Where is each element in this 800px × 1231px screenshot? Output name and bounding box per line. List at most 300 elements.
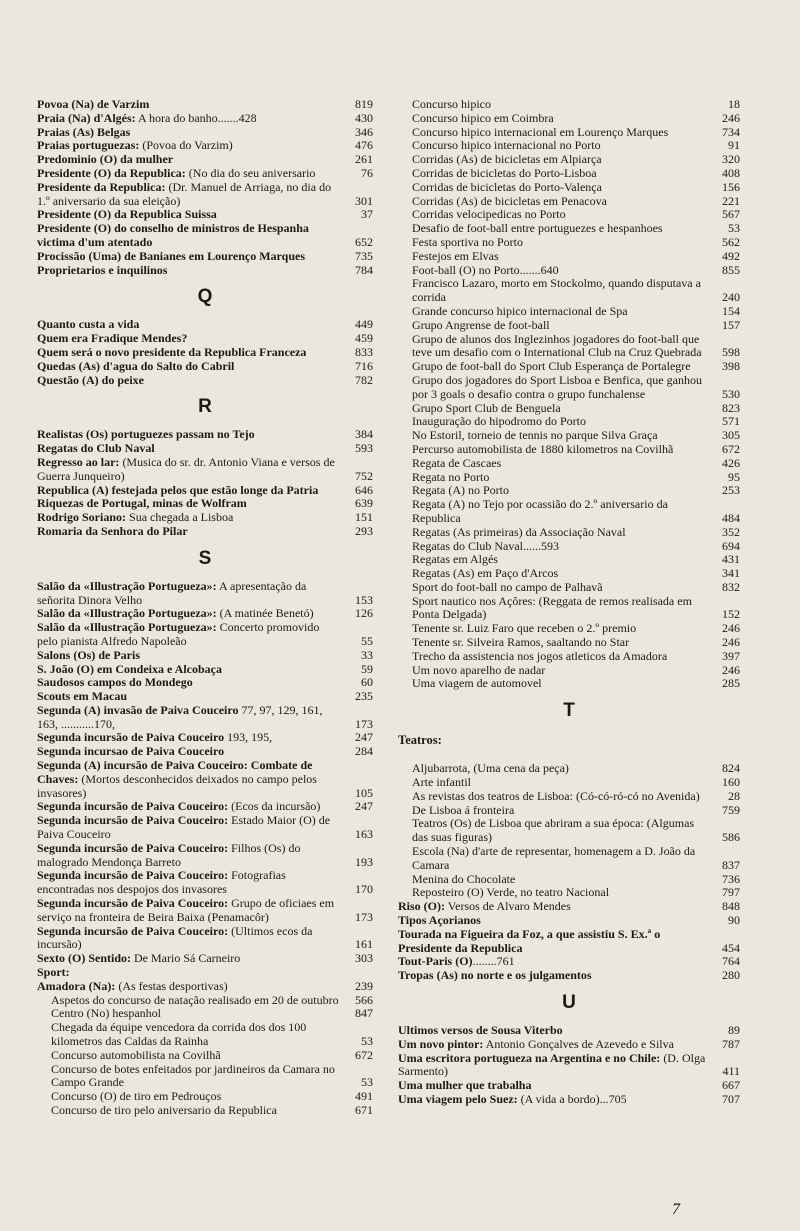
entry-title — [412, 471, 706, 485]
entry-heading: Uma mulher que trabalha — [398, 1078, 532, 1093]
index-subentry — [398, 886, 740, 900]
section-letter: S — [198, 547, 212, 569]
entry-title — [412, 139, 706, 153]
page-ref — [339, 428, 373, 442]
page-ref-number: 76 — [361, 165, 373, 180]
page-ref-number: 37 — [361, 207, 373, 222]
entry-title — [37, 456, 339, 484]
page-ref — [706, 139, 740, 153]
entry-description: Regata de Cascaes — [412, 455, 502, 470]
entry-title — [398, 900, 706, 914]
page-ref — [339, 731, 373, 745]
index-subentry — [398, 650, 740, 664]
page-ref-number: 671 — [355, 1103, 373, 1117]
index-entry — [37, 98, 373, 112]
entry-description: Grupo de alunos dos Inglezinhos jogadores do foot-ball que teve um desafio com o International Club na Cruz Quebrada — [412, 331, 702, 360]
index-entry — [37, 222, 373, 250]
page-ref — [339, 442, 373, 456]
entry-title — [37, 484, 339, 498]
page-ref-number: 239 — [355, 978, 373, 993]
entry-title — [398, 1079, 706, 1093]
index-entry — [37, 869, 373, 897]
index-subentry — [398, 181, 740, 195]
index-entry — [37, 126, 373, 140]
entry-heading: Proprietarios e inquilinos — [37, 262, 168, 277]
page-ref — [339, 1104, 373, 1118]
entry-description: Concurso hipico em Coimbra — [412, 110, 554, 125]
page-ref-number: 492 — [722, 248, 740, 263]
entry-description: Um novo aparelho de nadar — [412, 662, 546, 677]
page-ref — [706, 831, 740, 845]
entry-description: Aljubarrota, (Uma cena da peça) — [412, 761, 569, 776]
entry-title — [412, 567, 706, 581]
index-subentry — [398, 264, 740, 278]
section-letter: Q — [197, 286, 213, 308]
page-ref-number: 341 — [722, 566, 740, 581]
page-ref — [706, 443, 740, 457]
entry-description: 193, 195, — [224, 730, 273, 745]
page-ref — [339, 346, 373, 360]
page-ref — [339, 318, 373, 332]
page-ref — [706, 914, 740, 928]
entry-title — [398, 914, 706, 928]
entry-title — [398, 928, 706, 956]
entry-title — [37, 897, 339, 925]
page-ref-number: 759 — [722, 802, 740, 817]
section-heading: Teatros: — [398, 733, 442, 748]
index-entry — [37, 704, 373, 732]
index-subentry — [398, 581, 740, 595]
page-ref-number: 716 — [355, 358, 373, 373]
entry-title — [412, 236, 706, 250]
page-ref-number: 246 — [722, 110, 740, 125]
entry-title — [412, 873, 706, 887]
entry-title — [51, 1063, 339, 1091]
index-subentry — [398, 526, 740, 540]
index-subentry — [37, 1063, 373, 1091]
index-entry — [37, 842, 373, 870]
entry-description: Festejos em Elvas — [412, 248, 499, 263]
index-entry — [37, 607, 373, 621]
entry-heading: Uma viagem pelo Suez: — [398, 1092, 518, 1106]
entry-heading: Segunda (A) invasão de Paiva Couceiro — [37, 702, 239, 717]
page-ref-number: 639 — [355, 496, 373, 511]
entry-title — [37, 112, 339, 126]
page-ref-number: 247 — [355, 799, 373, 814]
entry-description: 77, 97, 129, 161, 163, ...........170, — [37, 702, 323, 731]
entry-title — [412, 650, 706, 664]
entry-title — [412, 886, 706, 900]
entry-description: Regata (A) no Porto — [412, 483, 509, 498]
page-ref-number: 89 — [728, 1023, 740, 1038]
entry-title — [37, 607, 339, 621]
entry-description: Regatas (As) em Paço d'Arcos — [412, 566, 559, 581]
index-subentry — [37, 1104, 373, 1118]
entry-title — [398, 955, 706, 969]
index-subentry — [398, 595, 740, 623]
page-ref — [706, 1079, 740, 1093]
entry-description: Concurso hipico internacional no Porto — [412, 138, 601, 153]
entry-title — [398, 1093, 706, 1107]
index-subentry — [398, 415, 740, 429]
entry-description: De Mario Sá Carneiro — [131, 951, 241, 966]
index-entry — [37, 800, 373, 814]
entry-title — [412, 153, 706, 167]
page-ref — [339, 745, 373, 759]
entry-description: (A matinée Benetó) — [216, 606, 314, 621]
entry-heading: Regresso ao lar: — [37, 454, 120, 469]
entry-description: Sport nautico nos Açôres: (Reggata de remos realisada em Ponta Delgada) — [412, 593, 692, 622]
entry-description: Concurso hipico internacional em Lourenço Marques — [412, 124, 669, 139]
page-ref-number: 161 — [355, 937, 373, 952]
page-ref — [339, 718, 373, 732]
entry-title — [37, 360, 339, 374]
entry-heading: Sport: — [37, 965, 70, 980]
index-entry — [37, 332, 373, 346]
index-subentry — [398, 664, 740, 678]
entry-heading: Presidente (O) do conselho de ministros de Hespanha victima d'um atentado — [37, 221, 309, 249]
page-ref — [706, 153, 740, 167]
entry-heading: Praias portuguezas: — [37, 138, 140, 153]
page-ref-number: 832 — [722, 579, 740, 594]
entry-description: Sport do foot-ball no campo de Palhavã — [412, 579, 603, 594]
page-ref-number: 459 — [355, 331, 373, 346]
entry-title — [37, 208, 339, 222]
page-ref-number: 787 — [722, 1036, 740, 1051]
page-ref-number: 484 — [722, 510, 740, 525]
page-ref-number: 221 — [722, 193, 740, 208]
page-ref — [339, 511, 373, 525]
page-ref — [339, 236, 373, 250]
page-ref-number: 567 — [722, 207, 740, 222]
page-ref — [706, 250, 740, 264]
index-entry — [398, 900, 740, 914]
entry-title — [412, 443, 706, 457]
entry-title — [51, 994, 339, 1008]
page-ref-number: 246 — [722, 662, 740, 677]
index-subentry — [398, 567, 740, 581]
entry-title — [412, 526, 706, 540]
entry-description: Concurso (O) de tiro em Pedrouços — [51, 1089, 222, 1104]
page-ref-number: 346 — [355, 124, 373, 139]
index-entry — [37, 511, 373, 525]
index-entry — [37, 153, 373, 167]
index-entry — [398, 1038, 740, 1052]
page-ref — [706, 581, 740, 595]
index-entry — [37, 621, 373, 649]
entry-heading: Romaria da Senhora do Pilar — [37, 523, 188, 538]
index-subentry — [398, 126, 740, 140]
index-subentry — [398, 250, 740, 264]
page-ref — [706, 804, 740, 818]
entry-heading: Quem será o novo presidente da Republica Franceza — [37, 344, 307, 359]
entry-title — [412, 817, 706, 845]
page-ref-number: 28 — [728, 788, 740, 803]
entry-description: Estado Maior (O) de Paiva Couceiro — [37, 813, 331, 842]
entry-title — [412, 845, 706, 873]
entry-heading: Predominio (O) da mulher — [37, 152, 174, 167]
page-ref — [706, 512, 740, 526]
entry-heading: Republica (A) festejada pelos que estão longe da Patria — [37, 482, 319, 497]
index-subentry — [398, 222, 740, 236]
entry-title — [37, 139, 339, 153]
page-ref-number: 652 — [355, 234, 373, 249]
entry-title — [412, 402, 706, 416]
entry-description: Corridas (As) de bicicletas em Alpiarça — [412, 152, 602, 167]
entry-title — [398, 1052, 706, 1080]
page-ref — [706, 1093, 740, 1107]
entry-title — [37, 690, 339, 704]
entry-heading: Segunda incursão de Paiva Couceiro — [37, 730, 225, 745]
entry-description: Percurso automobilista de 1880 kilometros na Covilhã — [412, 441, 674, 456]
page-ref-number: 154 — [722, 303, 740, 318]
page-ref — [339, 1076, 373, 1090]
index-subentry — [398, 484, 740, 498]
entry-heading: Segunda incursão de Paiva Couceiro: — [37, 813, 229, 828]
page-ref — [339, 167, 373, 181]
entry-description: (Ultimos ecos da incursão) — [37, 923, 313, 952]
entry-title — [51, 1090, 339, 1104]
page-ref-number: 449 — [355, 317, 373, 332]
entry-heading: Segunda incursão de Paiva Couceiro: — [37, 923, 229, 938]
entry-heading: Saudosos campos do Mondego — [37, 675, 193, 690]
entry-description: Grupo de foot-ball do Sport Club Esperança de Portalegre — [412, 359, 691, 374]
entry-description: Concerto promovido pelo pianista Alfredo Napoleão — [37, 620, 320, 648]
index-entry — [398, 1024, 740, 1038]
index-entry — [37, 318, 373, 332]
page-ref — [706, 553, 740, 567]
index-entry — [37, 484, 373, 498]
index-entry — [37, 966, 373, 980]
page-ref-number: 157 — [722, 317, 740, 332]
page-ref-number: 55 — [361, 633, 373, 648]
entry-description: Versos de Alvaro Mendes — [445, 899, 571, 914]
index-subentry — [398, 636, 740, 650]
index-entry — [398, 1079, 740, 1093]
page-ref-number: 170 — [355, 882, 373, 897]
page-ref-number: 156 — [722, 179, 740, 194]
index-entry — [37, 759, 373, 800]
entry-title — [37, 98, 339, 112]
entry-title — [412, 250, 706, 264]
page-ref-number: 734 — [722, 124, 740, 139]
page-ref — [706, 112, 740, 126]
entry-heading: Segunda (A) incursão de Paiva Couceiro: Combate de Chaves: — [37, 758, 313, 786]
page-ref-number: 491 — [355, 1089, 373, 1104]
page-ref-number: 301 — [355, 193, 373, 208]
entry-description: De Lisboa á fronteira — [412, 802, 515, 817]
page-ref — [339, 264, 373, 278]
page-ref — [339, 374, 373, 388]
index-entry — [37, 525, 373, 539]
entry-description: Concurso de tiro pelo aniversario da Republica — [51, 1103, 277, 1117]
page-ref — [339, 594, 373, 608]
index-subentry — [398, 804, 740, 818]
index-subentry — [398, 112, 740, 126]
entry-description: Antonio Gonçalves de Azevedo e Silva — [483, 1036, 674, 1051]
entry-description: (Povoa do Varzim) — [139, 138, 233, 153]
entry-description: Sua chegada a Lisboa — [126, 510, 234, 525]
page-ref — [339, 952, 373, 966]
entry-heading: Riquezas de Portugal, minas de Wolfram — [37, 496, 247, 511]
index-subentry — [398, 277, 740, 305]
page-ref — [706, 181, 740, 195]
index-entry — [37, 980, 373, 994]
entry-heading: Segunda incursão de Paiva Couceiro: — [37, 840, 229, 855]
page-ref-number: 823 — [722, 400, 740, 415]
entry-title — [37, 497, 339, 511]
page-ref — [706, 859, 740, 873]
page-ref-number: 426 — [722, 455, 740, 470]
entry-heading: Amadora (Na): — [37, 978, 116, 993]
index-entry — [37, 264, 373, 278]
entry-title — [412, 126, 706, 140]
entry-title — [37, 759, 339, 800]
page-ref — [706, 969, 740, 983]
page-ref — [706, 471, 740, 485]
entry-title — [412, 98, 706, 112]
section-letter: U — [562, 992, 576, 1014]
entry-description: Grupo Angrense de foot-ball — [412, 317, 550, 332]
page-ref — [339, 98, 373, 112]
page-ref — [706, 567, 740, 581]
entry-heading: Quem era Fradique Mendes? — [37, 331, 188, 346]
index-entry — [37, 374, 373, 388]
page-ref-number: 53 — [361, 1075, 373, 1090]
page-ref — [706, 429, 740, 443]
entry-heading: Segunda incursão de Paiva Couceiro: — [37, 799, 229, 814]
entry-title — [412, 112, 706, 126]
index-entry — [37, 649, 373, 663]
entry-description: Concurso automobilista na Covilhã — [51, 1047, 221, 1062]
page-ref-number: 707 — [722, 1092, 740, 1106]
page-ref-number: 33 — [361, 647, 373, 662]
page-ref — [706, 650, 740, 664]
page-ref — [339, 828, 373, 842]
entry-title — [37, 980, 339, 994]
page-ref-number: 855 — [722, 262, 740, 277]
page-ref — [339, 856, 373, 870]
entry-description: Francisco Lazaro, morto em Stockolmo, quando disputava a corrida — [412, 276, 701, 305]
entry-heading: Regatas do Club Naval — [37, 441, 155, 456]
page-ref — [706, 126, 740, 140]
index-entry — [37, 897, 373, 925]
entry-title — [37, 745, 339, 759]
page-ref — [706, 346, 740, 360]
entry-title — [37, 222, 339, 250]
entry-heading: Presidente (O) da Republica: — [37, 165, 186, 180]
entry-description: Escola (Na) d'arte de representar, homenagem a D. João da Camara — [412, 844, 696, 872]
index-entry — [37, 456, 373, 484]
page-ref — [339, 1090, 373, 1104]
page-ref — [706, 622, 740, 636]
entry-description: Desafio de foot-ball entre portuguezes e hespanhoes — [412, 221, 663, 236]
index-subentry — [398, 167, 740, 181]
entry-description: (Dr. Manuel de Arriaga, no dia do 1.º aniversario da sua eleição) — [37, 179, 332, 208]
page-ref-number: 797 — [722, 885, 740, 900]
entry-description: Festa sportiva no Porto — [412, 234, 523, 249]
entry-description: (Mortos desconhecidos deixados no campo pelos invasores) — [37, 771, 317, 800]
entry-title — [37, 511, 339, 525]
page-ref-number: 126 — [355, 606, 373, 621]
entry-title — [37, 346, 339, 360]
index-subentry — [398, 139, 740, 153]
page-ref — [339, 911, 373, 925]
entry-description: (A vida a bordo)...705 — [517, 1092, 627, 1106]
index-entry — [398, 1093, 740, 1107]
page-ref — [706, 762, 740, 776]
page-ref-number: 235 — [355, 689, 373, 704]
index-subentry — [398, 553, 740, 567]
entry-title — [37, 704, 339, 732]
entry-heading: Realistas (Os) portuguezes passam no Tejo — [37, 427, 255, 442]
entry-title — [412, 790, 706, 804]
entry-heading: Praias (As) Belgas — [37, 124, 131, 139]
entry-heading: Quanto custa a vida — [37, 317, 140, 332]
page-ref — [339, 250, 373, 264]
page-ref — [339, 332, 373, 346]
page-ref-number: 246 — [722, 621, 740, 636]
index-subentry — [398, 845, 740, 873]
entry-title — [412, 264, 706, 278]
page-ref — [339, 484, 373, 498]
page-ref-number: 163 — [355, 827, 373, 842]
page-ref — [706, 886, 740, 900]
page-ref — [706, 236, 740, 250]
entry-description: Tenente sr. Luiz Faro que receben o 2.º premio — [412, 621, 637, 636]
index-subentry — [398, 790, 740, 804]
index-subentry — [398, 236, 740, 250]
page-ref-number: 408 — [722, 165, 740, 180]
index-subentry — [398, 540, 740, 554]
index-subentry — [398, 498, 740, 526]
page-ref-number: 53 — [361, 1034, 373, 1049]
entry-heading: Povoa (Na) de Varzim — [37, 97, 150, 111]
page-ref — [339, 1007, 373, 1021]
entry-title — [37, 800, 339, 814]
entry-description: Tenente sr. Silveira Ramos, saaltando no Star — [412, 635, 630, 650]
index-entry — [37, 167, 373, 181]
entry-description: (Ecos da incursão) — [228, 799, 321, 814]
page-ref-number: 562 — [722, 234, 740, 249]
page-ref — [706, 457, 740, 471]
page-ref-number: 454 — [722, 940, 740, 955]
page-ref-number: 764 — [722, 954, 740, 969]
page-ref-number: 280 — [722, 968, 740, 983]
page-ref — [706, 291, 740, 305]
index-subentry — [398, 374, 740, 402]
page-ref — [706, 526, 740, 540]
page-ref — [339, 800, 373, 814]
page-ref — [339, 1035, 373, 1049]
entry-heading: Segunda incursão de Paiva Couceiro: — [37, 896, 229, 911]
entry-title — [37, 250, 339, 264]
page-ref-number: 152 — [722, 607, 740, 622]
index-entry — [37, 497, 373, 511]
entry-description: Regatas do Club Naval......593 — [412, 538, 559, 553]
index-entry — [37, 139, 373, 153]
page-ref — [339, 139, 373, 153]
entry-description: Corridas de bicicletas do Porto-Valença — [412, 179, 602, 194]
entry-title — [412, 429, 706, 443]
page-ref — [706, 208, 740, 222]
index-subentry — [398, 208, 740, 222]
page-ref-number: 752 — [355, 468, 373, 483]
index-subentry — [398, 817, 740, 845]
page-ref — [339, 980, 373, 994]
entry-title — [412, 457, 706, 471]
index-entry — [37, 346, 373, 360]
